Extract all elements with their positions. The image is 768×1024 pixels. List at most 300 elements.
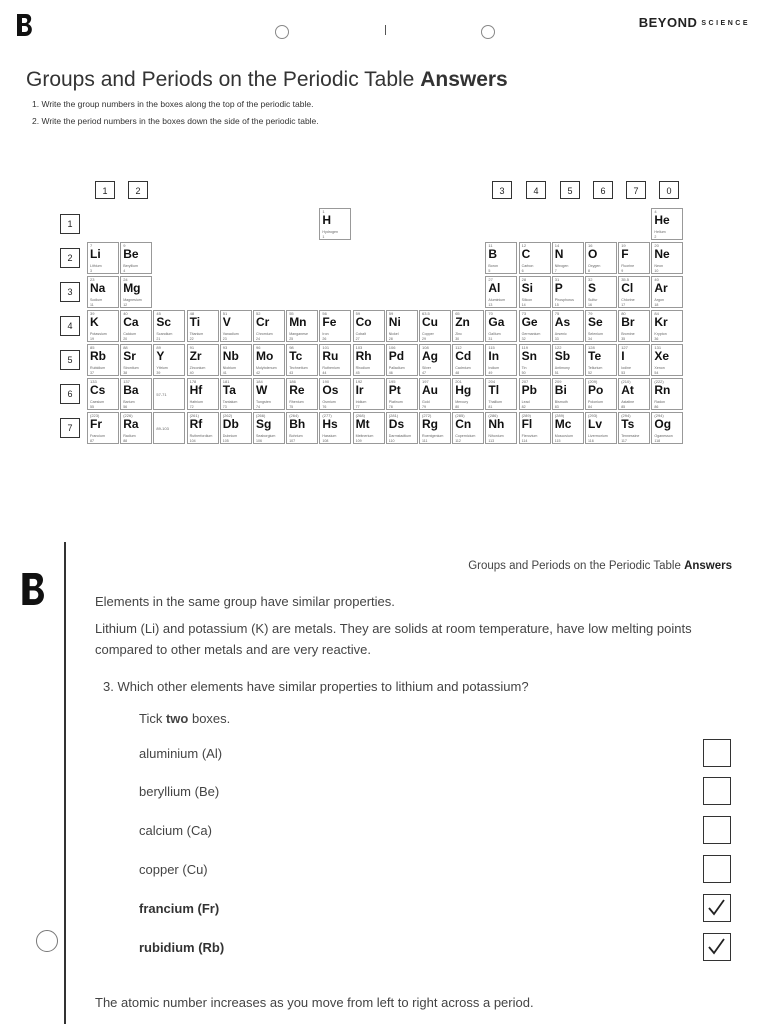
element-cell bbox=[651, 276, 683, 308]
atomic-mass: (268) bbox=[355, 413, 365, 418]
group-box-0[interactable]: 0 bbox=[659, 181, 679, 199]
element-name: Darmstadtium bbox=[388, 434, 412, 438]
atomic-mass: 204 bbox=[488, 379, 496, 384]
atomic-number: 19 bbox=[90, 337, 94, 341]
atomic-mass: 79 bbox=[588, 311, 593, 316]
element-symbol: Ge bbox=[521, 315, 538, 329]
element-symbol: Hg bbox=[455, 383, 472, 397]
atomic-number: 26 bbox=[322, 337, 327, 341]
element-name: Bismuth bbox=[554, 400, 568, 404]
element-name: Tellurium bbox=[588, 366, 603, 370]
atomic-mass: 7 bbox=[90, 243, 93, 248]
element-name: Nitrogen bbox=[554, 264, 569, 268]
element-cell bbox=[220, 378, 252, 410]
element-name: Zinc bbox=[455, 332, 462, 336]
element-cell bbox=[452, 412, 484, 444]
period-box-7[interactable]: 7 bbox=[60, 418, 80, 438]
range-cell bbox=[153, 378, 185, 410]
atomic-mass: 91 bbox=[189, 345, 195, 350]
period-box-3[interactable]: 3 bbox=[60, 282, 80, 302]
element-name: Zirconium bbox=[189, 366, 206, 370]
atomic-number: 37 bbox=[90, 371, 94, 375]
element-symbol: H bbox=[322, 213, 332, 227]
element-name: Roentgenium bbox=[422, 434, 444, 438]
atomic-mass: 75 bbox=[554, 311, 560, 316]
element-name: Silver bbox=[422, 366, 431, 370]
element-symbol: Pb bbox=[521, 383, 537, 397]
atomic-mass: 56 bbox=[322, 311, 327, 316]
atomic-number: 48 bbox=[455, 371, 460, 375]
element-symbol: K bbox=[90, 315, 99, 329]
option-label: aluminium (Al) bbox=[139, 746, 223, 761]
element-cell bbox=[353, 378, 385, 410]
element-cell bbox=[419, 344, 451, 376]
atomic-mass: 201 bbox=[455, 379, 462, 384]
element-symbol: Au bbox=[422, 383, 438, 397]
atomic-mass: 96 bbox=[256, 345, 261, 350]
element-name: Boron bbox=[488, 264, 498, 268]
atomic-number: 73 bbox=[222, 405, 227, 409]
atomic-number: 56 bbox=[123, 405, 128, 409]
period-box-4[interactable]: 4 bbox=[60, 316, 80, 336]
atomic-mass: 93 bbox=[222, 345, 228, 350]
element-name: Cadmium bbox=[455, 366, 471, 370]
element-name: Nihonium bbox=[488, 434, 504, 438]
element-symbol: Ne bbox=[654, 247, 670, 261]
atomic-number: 85 bbox=[621, 405, 626, 409]
paragraph-groups: Elements in the same group have similar properties. bbox=[95, 594, 395, 609]
atomic-number: 76 bbox=[322, 405, 327, 409]
element-name: Barium bbox=[123, 400, 135, 404]
element-cell bbox=[87, 344, 119, 376]
element-cell bbox=[120, 276, 152, 308]
element-name: Oxygen bbox=[588, 264, 601, 268]
element-name: Antimony bbox=[554, 366, 570, 370]
atomic-mass: 108 bbox=[422, 345, 429, 350]
element-symbol: Nh bbox=[488, 417, 505, 431]
atomic-number: 55 bbox=[90, 405, 94, 409]
element-symbol: Rf bbox=[189, 417, 203, 431]
element-cell bbox=[253, 344, 285, 376]
atomic-mass: 12 bbox=[521, 243, 527, 248]
element-cell bbox=[286, 344, 318, 376]
group-box-3[interactable]: 3 bbox=[492, 181, 512, 199]
atomic-number: 43 bbox=[289, 371, 294, 375]
element-cell bbox=[386, 378, 418, 410]
atomic-mass: 137 bbox=[123, 379, 130, 384]
atomic-number: 20 bbox=[123, 337, 128, 341]
group-box-4[interactable]: 4 bbox=[526, 181, 546, 199]
element-name: Hassium bbox=[322, 434, 337, 438]
atomic-number: 29 bbox=[422, 337, 426, 341]
element-cell bbox=[519, 310, 551, 342]
period-box-2[interactable]: 2 bbox=[60, 248, 80, 268]
atomic-mass: 1 bbox=[322, 209, 325, 214]
element-symbol: N bbox=[554, 247, 564, 261]
option-label: copper (Cu) bbox=[139, 862, 208, 877]
tick-box[interactable] bbox=[703, 933, 731, 961]
element-name: Titanium bbox=[189, 332, 204, 336]
element-symbol: P bbox=[554, 281, 563, 295]
atomic-mass: (209) bbox=[588, 379, 598, 384]
element-symbol: Tc bbox=[289, 349, 303, 363]
atomic-number: 109 bbox=[355, 439, 362, 443]
element-cell bbox=[353, 310, 385, 342]
footer-statement: The atomic number increases as you move from left to right across a period. bbox=[95, 995, 534, 1010]
atomic-number: 39 bbox=[156, 371, 161, 375]
element-name: Oganesson bbox=[654, 434, 673, 438]
element-name: Magnesium bbox=[123, 298, 142, 302]
atomic-mass: 27 bbox=[488, 277, 493, 282]
atomic-mass: 14 bbox=[554, 243, 560, 248]
atomic-number: 111 bbox=[422, 439, 428, 443]
element-cell bbox=[419, 378, 451, 410]
atomic-number: 104 bbox=[189, 439, 196, 443]
atomic-mass: 9 bbox=[123, 243, 126, 248]
element-symbol: C bbox=[521, 247, 531, 261]
atomic-number: 14 bbox=[521, 303, 526, 307]
element-symbol: Po bbox=[588, 383, 604, 397]
atomic-mass: 89 bbox=[156, 345, 161, 350]
atomic-mass: 48 bbox=[189, 311, 195, 316]
atomic-number: 30 bbox=[455, 337, 460, 341]
range-cell bbox=[153, 412, 185, 444]
atomic-mass: 112 bbox=[455, 345, 462, 350]
element-cell bbox=[552, 310, 584, 342]
element-name: Yttrium bbox=[156, 366, 168, 370]
tick-instruction: Tick two boxes. bbox=[139, 711, 231, 726]
atomic-mass: 11 bbox=[488, 243, 493, 248]
element-symbol: Ca bbox=[123, 315, 139, 329]
element-cell bbox=[519, 242, 551, 274]
atomic-mass: 28 bbox=[521, 277, 527, 282]
element-symbol: Co bbox=[355, 315, 372, 329]
element-symbol: Ar bbox=[654, 281, 668, 295]
option-label: calcium (Ca) bbox=[139, 823, 212, 838]
atomic-mass: (210) bbox=[621, 379, 631, 384]
element-cell bbox=[120, 378, 152, 410]
element-cell bbox=[386, 310, 418, 342]
atomic-number: 7 bbox=[554, 269, 557, 273]
atomic-mass: 131 bbox=[654, 345, 662, 350]
atomic-number: 46 bbox=[388, 371, 393, 375]
center-mark bbox=[385, 25, 386, 35]
element-symbol: Bi bbox=[554, 383, 567, 397]
atomic-number: 22 bbox=[189, 337, 194, 341]
atomic-number: 72 bbox=[189, 405, 194, 409]
element-symbol: Sg bbox=[256, 417, 272, 431]
atomic-number: 38 bbox=[123, 371, 128, 375]
atomic-mass: 98 bbox=[289, 345, 294, 350]
element-symbol: Nb bbox=[222, 349, 239, 363]
element-cell bbox=[485, 378, 517, 410]
instruction-2: 2. Write the period numbers in the boxes down the side of the periodic table. bbox=[32, 116, 319, 126]
atomic-number: 54 bbox=[654, 371, 659, 375]
element-symbol: Be bbox=[123, 247, 139, 261]
element-symbol: Sn bbox=[521, 349, 537, 363]
atomic-mass: 65 bbox=[455, 311, 460, 316]
element-name: Gallium bbox=[488, 332, 501, 336]
element-symbol: Xe bbox=[654, 349, 670, 363]
element-cell bbox=[552, 344, 584, 376]
element-name: Flerovium bbox=[521, 434, 538, 438]
element-name: Lead bbox=[521, 400, 530, 404]
atomic-number: 41 bbox=[222, 371, 227, 375]
atomic-number: 74 bbox=[256, 405, 260, 409]
element-cell bbox=[651, 412, 683, 444]
atomic-mass: (262) bbox=[222, 413, 233, 418]
element-name: Tungsten bbox=[256, 400, 271, 404]
element-name: Dubnium bbox=[222, 434, 238, 438]
atomic-number: 115 bbox=[554, 439, 561, 443]
binder-hole-icon bbox=[481, 25, 495, 39]
element-symbol: Og bbox=[654, 417, 672, 431]
group-box-5[interactable]: 5 bbox=[560, 181, 580, 199]
atomic-number: 105 bbox=[222, 439, 229, 443]
period-box-1[interactable]: 1 bbox=[60, 214, 80, 234]
atomic-mass: (289) bbox=[521, 413, 531, 418]
atomic-number: 84 bbox=[588, 405, 592, 409]
atomic-mass: 127 bbox=[621, 345, 628, 350]
atomic-mass: 51 bbox=[222, 311, 228, 316]
checkmark-icon bbox=[704, 934, 729, 959]
atomic-number: 117 bbox=[621, 439, 627, 443]
group-box-6[interactable]: 6 bbox=[593, 181, 613, 199]
atomic-mass: 59 bbox=[355, 311, 361, 316]
element-symbol: Pt bbox=[388, 383, 401, 397]
element-symbol: Ga bbox=[488, 315, 505, 329]
element-cell bbox=[220, 344, 252, 376]
element-name: Palladium bbox=[388, 366, 405, 370]
atomic-number: 44 bbox=[322, 371, 327, 375]
atomic-number: 36 bbox=[654, 337, 659, 341]
element-cell bbox=[485, 242, 517, 274]
atomic-mass: 133 bbox=[90, 379, 97, 384]
element-cell bbox=[519, 344, 551, 376]
element-symbol: Db bbox=[222, 417, 239, 431]
element-cell bbox=[519, 378, 551, 410]
element-cell bbox=[485, 310, 517, 342]
element-cell bbox=[419, 310, 451, 342]
element-symbol: In bbox=[488, 349, 500, 363]
atomic-number: 1 bbox=[322, 235, 325, 239]
element-symbol: Mo bbox=[256, 349, 274, 363]
element-cell bbox=[452, 310, 484, 342]
element-name: Iridium bbox=[355, 400, 367, 404]
page2-header: Groups and Periods on the Periodic Table Answers bbox=[468, 560, 732, 572]
element-cell bbox=[585, 276, 617, 308]
atomic-number: 15 bbox=[554, 303, 559, 307]
period-box-6[interactable]: 6 bbox=[60, 384, 80, 404]
element-symbol: Al bbox=[488, 281, 501, 295]
atomic-number: 80 bbox=[455, 405, 460, 409]
atomic-number: 32 bbox=[521, 337, 526, 341]
element-name: Iron bbox=[322, 332, 329, 336]
element-symbol: Mc bbox=[554, 417, 572, 431]
element-symbol: Cl bbox=[621, 281, 634, 295]
tick-box[interactable] bbox=[703, 816, 731, 844]
element-symbol: Rg bbox=[422, 417, 438, 431]
element-name: Strontium bbox=[123, 366, 139, 370]
element-name: Rutherfordium bbox=[189, 434, 213, 438]
element-name: Tennessine bbox=[621, 434, 640, 438]
atomic-mass: 4 bbox=[654, 209, 657, 214]
group-box-7[interactable]: 7 bbox=[626, 181, 646, 199]
atomic-mass: 16 bbox=[588, 243, 593, 248]
element-cell bbox=[153, 310, 185, 342]
element-cell bbox=[319, 412, 351, 444]
tick-box[interactable] bbox=[703, 777, 731, 805]
element-cell bbox=[153, 344, 185, 376]
element-symbol: Mt bbox=[355, 417, 370, 431]
atomic-number: 86 bbox=[654, 405, 659, 409]
element-cell bbox=[585, 310, 617, 342]
element-cell bbox=[585, 344, 617, 376]
paragraph-lithium-potassium: Lithium (Li) and potassium (K) are metals. They are solids at room temperature, have low melting points compared to other metals and are very reactive. bbox=[95, 621, 692, 657]
element-symbol: He bbox=[654, 213, 670, 227]
element-cell bbox=[651, 378, 683, 410]
element-cell bbox=[386, 344, 418, 376]
element-name: Tin bbox=[521, 366, 527, 370]
element-name: Germanium bbox=[521, 332, 541, 336]
element-symbol: Zn bbox=[455, 315, 470, 329]
element-symbol: Pd bbox=[388, 349, 405, 363]
element-symbol: Hs bbox=[322, 417, 338, 431]
atomic-mass: (266) bbox=[256, 413, 266, 418]
checkmark-icon bbox=[704, 895, 729, 920]
atomic-number: 87 bbox=[90, 439, 94, 443]
atomic-number: 118 bbox=[654, 439, 661, 443]
element-symbol: Ts bbox=[621, 417, 635, 431]
atomic-number: 75 bbox=[289, 405, 294, 409]
atomic-number: 4 bbox=[123, 269, 126, 273]
element-cell bbox=[87, 378, 119, 410]
atomic-mass: 195 bbox=[388, 379, 396, 384]
element-symbol: Kr bbox=[654, 315, 668, 329]
element-name: Niobium bbox=[222, 366, 236, 370]
element-name: Potassium bbox=[90, 332, 107, 336]
element-name: Seaborgium bbox=[256, 434, 276, 438]
atomic-mass: 52 bbox=[256, 311, 261, 316]
option-label: francium (Fr) bbox=[139, 901, 220, 916]
element-name: Platinum bbox=[388, 400, 403, 404]
element-cell bbox=[319, 344, 351, 376]
atomic-number: 10 bbox=[654, 269, 659, 273]
element-cell bbox=[286, 310, 318, 342]
element-cell bbox=[87, 276, 119, 308]
element-name: Arsenic bbox=[554, 332, 567, 336]
atomic-mass: 19 bbox=[621, 243, 626, 248]
atomic-number: 8 bbox=[588, 269, 590, 273]
element-cell bbox=[120, 412, 152, 444]
element-name: Technetium bbox=[289, 366, 308, 370]
atomic-mass: 20 bbox=[654, 243, 659, 248]
atomic-mass: 184 bbox=[256, 379, 263, 384]
element-name: Selenium bbox=[588, 332, 603, 336]
atomic-number: 114 bbox=[521, 439, 528, 443]
atomic-number: 82 bbox=[521, 405, 526, 409]
element-cell bbox=[319, 310, 351, 342]
element-symbol: Fr bbox=[90, 417, 102, 431]
element-name: Vanadium bbox=[222, 332, 239, 336]
atomic-number: 35 bbox=[621, 337, 626, 341]
atomic-number: 79 bbox=[422, 405, 426, 409]
tick-box[interactable] bbox=[703, 855, 731, 883]
element-name: Hydrogen bbox=[322, 230, 338, 234]
element-cell bbox=[651, 310, 683, 342]
page-margin-line bbox=[64, 542, 66, 1024]
element-cell bbox=[552, 412, 584, 444]
element-name: Polonium bbox=[588, 400, 603, 404]
element-symbol: Ti bbox=[189, 315, 201, 329]
element-cell bbox=[187, 344, 219, 376]
element-symbol: Os bbox=[322, 383, 339, 397]
atomic-number: 113 bbox=[488, 439, 495, 443]
element-name: Sodium bbox=[90, 298, 103, 302]
element-symbol: Ta bbox=[222, 383, 236, 397]
element-cell bbox=[120, 310, 152, 342]
element-cell bbox=[187, 412, 219, 444]
element-cell bbox=[585, 412, 617, 444]
element-cell bbox=[220, 412, 252, 444]
element-name: Calcium bbox=[123, 332, 137, 336]
element-name: Silicon bbox=[521, 298, 533, 302]
element-symbol: Zr bbox=[189, 349, 202, 363]
element-name: Bromine bbox=[621, 332, 635, 336]
atomic-number: 112 bbox=[455, 439, 461, 443]
atomic-number: 34 bbox=[588, 337, 592, 341]
period-box-5[interactable]: 5 bbox=[60, 350, 80, 370]
element-cell bbox=[220, 310, 252, 342]
atomic-number: 40 bbox=[189, 371, 194, 375]
element-symbol: Rb bbox=[90, 349, 106, 363]
element-symbol: Br bbox=[621, 315, 635, 329]
element-cell bbox=[319, 378, 351, 410]
group-box-1[interactable]: 1 bbox=[95, 181, 115, 199]
atomic-mass: (222) bbox=[654, 379, 664, 384]
element-cell bbox=[651, 344, 683, 376]
element-name: Thallium bbox=[488, 400, 502, 404]
element-cell bbox=[618, 344, 650, 376]
element-symbol: Y bbox=[156, 349, 165, 363]
atomic-number: 9 bbox=[621, 269, 624, 273]
element-cell bbox=[618, 310, 650, 342]
element-cell bbox=[253, 412, 285, 444]
element-name: Rubidium bbox=[90, 366, 106, 370]
option-label: rubidium (Rb) bbox=[139, 940, 225, 955]
atomic-mass: 88 bbox=[123, 345, 128, 350]
beyond-logo-icon bbox=[18, 568, 50, 610]
element-name: Fluorine bbox=[621, 264, 635, 268]
element-name: Mercury bbox=[455, 400, 469, 404]
element-symbol: As bbox=[554, 315, 571, 329]
group-box-2[interactable]: 2 bbox=[128, 181, 148, 199]
atomic-number: 24 bbox=[256, 337, 260, 341]
atomic-mass: (289) bbox=[554, 413, 565, 418]
atomic-mass: 80 bbox=[621, 311, 626, 316]
atomic-number: 51 bbox=[554, 371, 559, 375]
element-cell bbox=[120, 344, 152, 376]
beyond-logo-icon bbox=[14, 12, 36, 38]
tick-box[interactable] bbox=[703, 894, 731, 922]
atomic-mass: 209 bbox=[554, 379, 562, 384]
tick-box[interactable] bbox=[703, 739, 731, 767]
atomic-number: 12 bbox=[123, 303, 128, 307]
element-cell bbox=[419, 412, 451, 444]
atomic-number: 21 bbox=[156, 337, 161, 341]
element-name: Moscovium bbox=[554, 434, 573, 438]
element-cell bbox=[552, 242, 584, 274]
